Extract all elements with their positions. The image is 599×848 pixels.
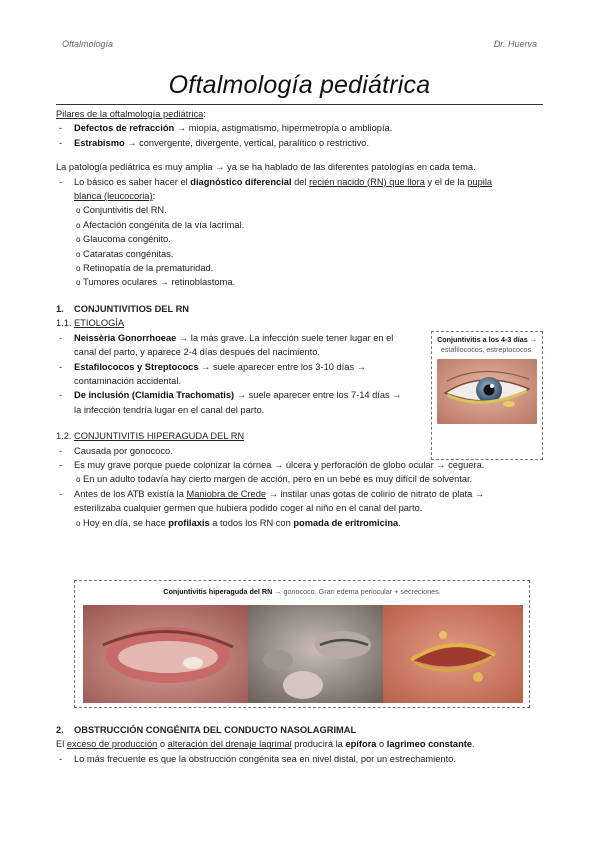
section-1-heading: 1. CONJUNTIVITIOS DEL RN bbox=[56, 303, 190, 314]
figure-conjunctivitis-hiperaguda bbox=[74, 580, 530, 708]
sub-list-item: o Retinopatía de la prematuridad. bbox=[76, 263, 214, 274]
list-item: - Estrabismo → convergente, divergente, vertical, paralítico o restrictivo. bbox=[59, 137, 370, 148]
header-author: Dr. Huerva bbox=[493, 39, 537, 49]
list-item-continuation: contaminación accidental. bbox=[74, 375, 181, 386]
figure-caption: Conjuntivitis a los 4-3 días → estafilococos, estreptococos. bbox=[437, 335, 537, 354]
eye-photo bbox=[437, 359, 537, 424]
section-2-heading: 2. OBSTRUCCIÓN CONGÉNITA DEL CONDUCTO NASOLAGRIMAL bbox=[56, 725, 357, 735]
subsection-1-1-heading: 1.1. ETIOLOGÍA bbox=[56, 318, 125, 329]
list-item: - Lo más frecuente es que la obstrucción congénita sea en nivel distal, por un estrechamiento. bbox=[59, 753, 456, 764]
list-item-continuation: la infección tendría lugar en el canal del parto. bbox=[74, 404, 265, 415]
list-item: - Defectos de refracción → miopía, astigmatismo, hipermetropía o ambliopía. bbox=[59, 123, 393, 134]
list-item-continuation: canal del parto, y aparece 2-4 días después del nacimiento. bbox=[74, 347, 321, 358]
sub-list-item: o Conjuntivitis del RN. bbox=[76, 205, 167, 216]
figure-conjunctivitis-4-3-days bbox=[431, 331, 543, 460]
sub-list-item: o Glaucoma congénito. bbox=[76, 234, 171, 245]
list-item: - Estafilococos y Streptococs → suele aparecer entre los 3-10 días → bbox=[59, 361, 366, 372]
sub-list-item: o Tumores oculares → retinoblastoma. bbox=[76, 277, 236, 288]
list-item: - Neissèria Gonorrhoeae → la más grave. La infección suele tener lugar en el bbox=[59, 332, 394, 343]
list-item: - Lo básico es saber hacer el diagnóstico diferencial del recién nacido (RN) que llora y el de la pupila bbox=[59, 176, 493, 187]
photo-3 bbox=[383, 605, 523, 703]
sub-list-item: o Hoy en día, se hace profilaxis a todos los RN con pomada de eritromicina. bbox=[76, 517, 401, 528]
section-2 bbox=[56, 723, 543, 766]
title-divider bbox=[56, 104, 543, 105]
photo-1 bbox=[83, 605, 248, 703]
list-item: - De inclusión (Clamidia Trachomatis) → suele aparecer entre los 7-14 días → bbox=[59, 390, 402, 401]
list-item: - Antes de los ATB existía la Maniobra de Crede → instilar unas gotas de colirio de nitrato de plata → bbox=[59, 488, 485, 499]
section-2-paragraph: El exceso de producción o alteración del drenaje lagrimal producirá la epífora o lagrimeo constante. bbox=[56, 739, 475, 750]
header-subject: Oftalmología bbox=[62, 39, 114, 49]
figure-caption: Conjuntivitis hiperaguda del RN → gonococo. Gran edema periocular + secreciones. bbox=[163, 587, 441, 596]
pilares-heading: Pilares de la oftalmología pediátrica: bbox=[56, 109, 206, 119]
subsection-1-2-heading: 1.2. CONJUNTIVITIS HIPERAGUDA DEL RN bbox=[56, 431, 245, 442]
sub-list-item: o Cataratas congénitas. bbox=[76, 248, 174, 259]
list-item-continuation: esterilizaba cualquier germen que hubiera podido coger al niño en el canal del parto. bbox=[74, 503, 423, 514]
document-body bbox=[56, 107, 543, 530]
intro-paragraph: La patología pediátrica es muy amplia → ya se ha hablado de las diferentes patologías en cada tema. bbox=[56, 162, 476, 173]
list-item: - Causada por gonococo. bbox=[59, 445, 173, 456]
sub-list-item: o En un adulto todavía hay cierto margen de acción, pero en un bebé es muy difícil de solventar. bbox=[76, 474, 473, 485]
photo-2 bbox=[248, 605, 383, 703]
list-item: - Es muy grave porque puede colonizar la córnea → úlcera y perforación de globo ocular → ceguera. bbox=[59, 459, 485, 470]
list-item-continuation: blanca (leucocoria): bbox=[74, 191, 156, 202]
page-title: Oftalmología pediátrica bbox=[168, 71, 431, 99]
sub-list-item: o Afectación congénita de la vía lacrimal. bbox=[76, 219, 245, 230]
